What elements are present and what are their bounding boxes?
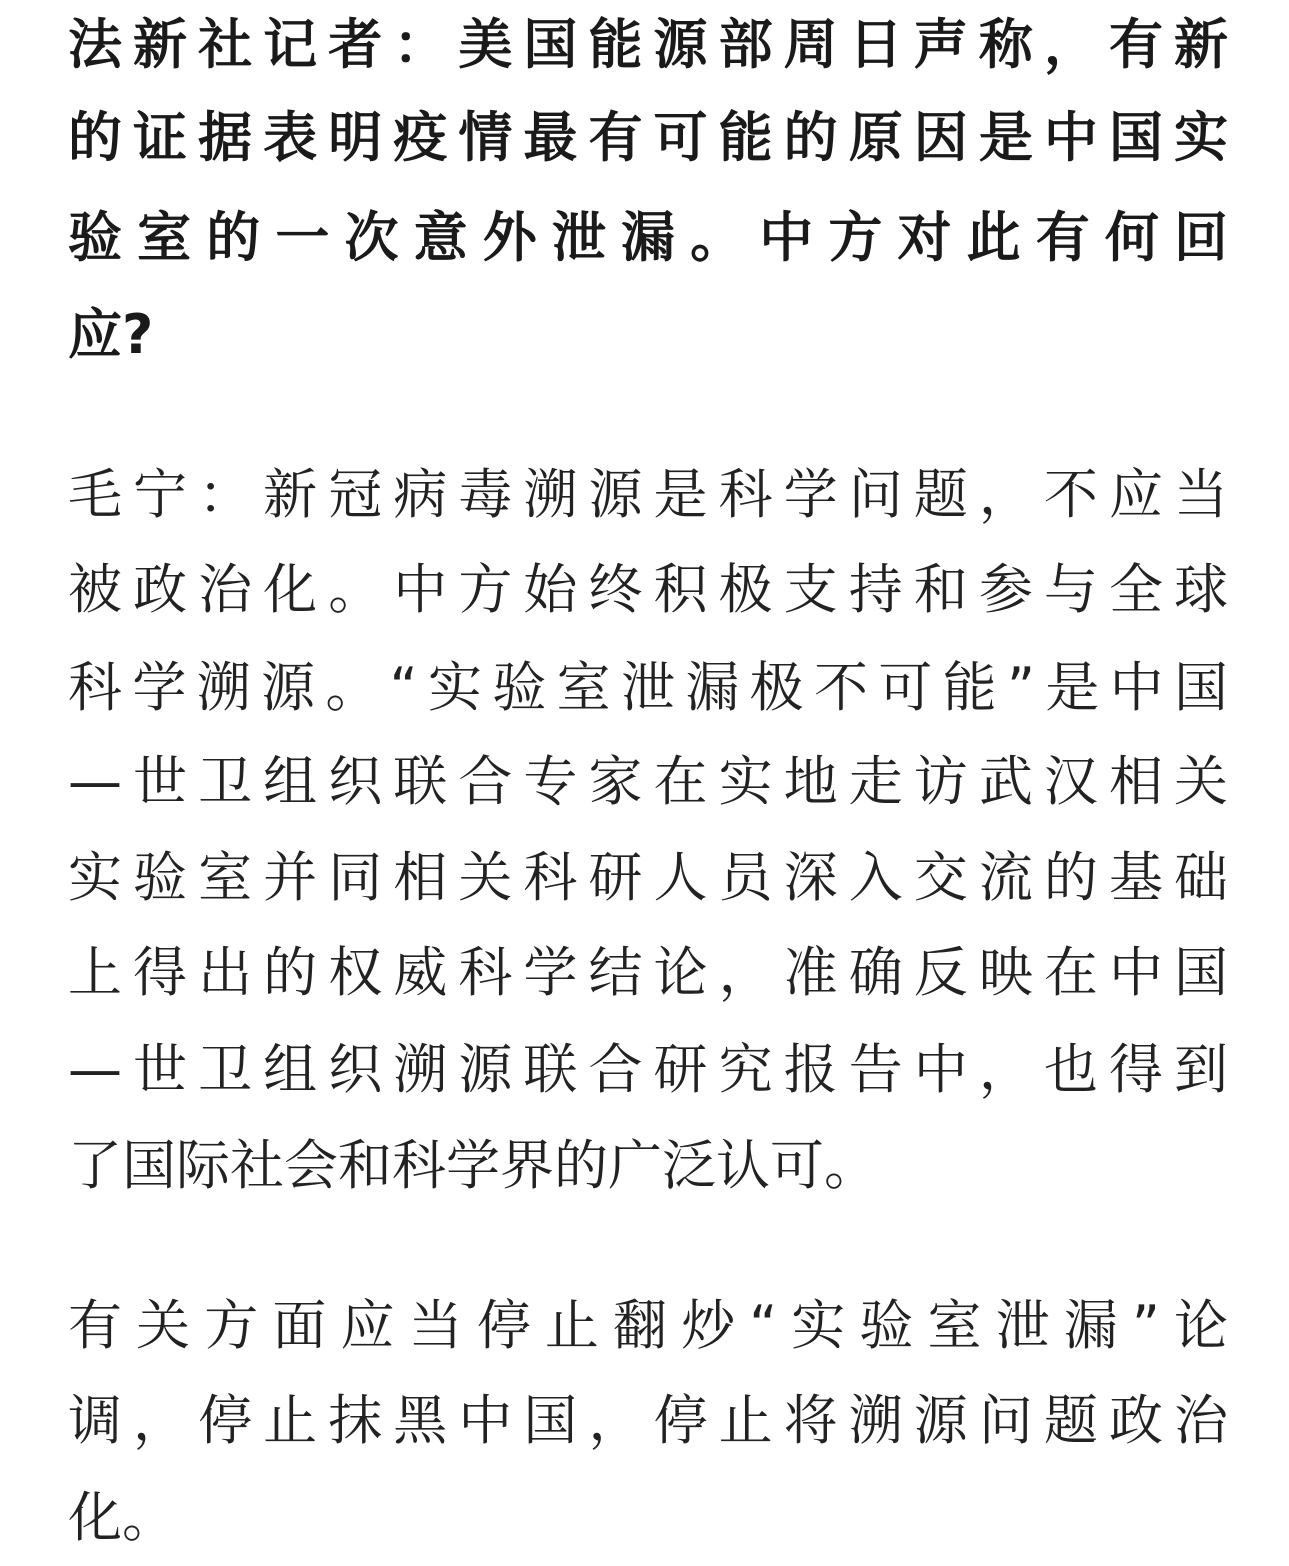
answer-line: 了国际社会和科学界的广泛认可。 — [68, 1134, 878, 1197]
question-line: 应? — [68, 303, 154, 366]
answer-line: 被政治化。中方始终积极支持和参与全球 — [68, 558, 1228, 621]
answer-line: —世卫组织联合专家在实地走访武汉相关 — [68, 750, 1228, 813]
question-line: 的证据表明疫情最有可能的原因是中国实 — [68, 106, 1228, 169]
answer-line: 实验室并同相关科研人员深入交流的基础 — [68, 846, 1228, 909]
answer-line: —世卫组织溯源联合研究报告中，也得到 — [68, 1038, 1228, 1101]
question-line: 验室的一次意外泄漏。中方对此有何回 — [68, 206, 1228, 269]
closing-line: 化。 — [68, 1486, 176, 1549]
answer-line: 科学溯源。“实验室泄漏极不可能”是中国 — [68, 656, 1228, 719]
answer-line: 上得出的权威科学结论，准确反映在中国 — [68, 941, 1228, 1004]
closing-line: 有关方面应当停止翻炒“实验室泄漏”论 — [68, 1294, 1228, 1357]
answer-line: 毛宁：新冠病毒溯源是科学问题，不应当 — [68, 463, 1228, 526]
closing-line: 调，停止抹黑中国，停止将溯源问题政治 — [68, 1389, 1228, 1452]
question-line: 法新社记者：美国能源部周日声称，有新 — [68, 13, 1228, 76]
